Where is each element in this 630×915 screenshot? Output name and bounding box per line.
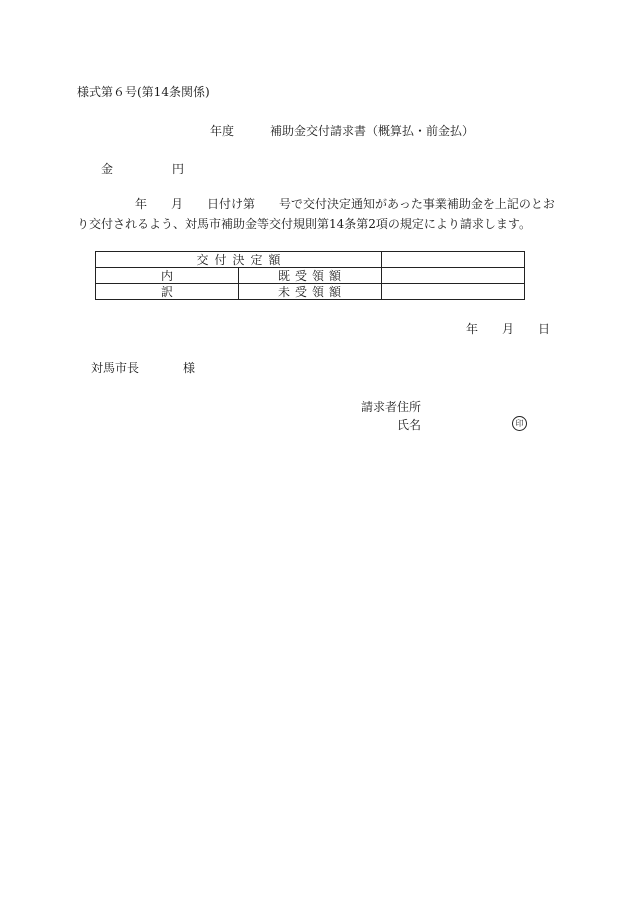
table-side-label: 訳 <box>96 284 239 300</box>
recipient-honorific: 様 <box>183 361 196 375</box>
date-line <box>466 322 550 336</box>
document-title: 補助金交付請求書（概算払・前金払） <box>270 124 475 138</box>
seal-icon: 印 <box>512 416 527 431</box>
applicant-address-label: 請求者住所 <box>361 400 422 414</box>
table-row-decision <box>96 252 525 268</box>
amount-prefix: 金 <box>101 162 114 176</box>
date-month: 月 <box>502 322 515 336</box>
body-month: 月 <box>171 197 184 211</box>
body-line1-rest: 号で交付決定通知があった事業補助金を上記のとお <box>279 197 555 211</box>
body-paragraph-line-2: り交付されるよう、対馬市補助金等交付規則第14条第2項の規定により請求します。 <box>77 217 531 231</box>
table-row-received <box>96 268 525 284</box>
table-row-unreceived <box>96 284 525 300</box>
form-number: 様式第６号(第14条関係) <box>77 85 210 99</box>
table-side-label: 内 <box>96 268 239 284</box>
body-paragraph-line-1 <box>77 197 553 211</box>
table-label: 未受領額 <box>239 284 382 300</box>
body-year: 年 <box>135 197 148 211</box>
applicant-name-label: 氏名 <box>397 418 422 432</box>
title-year-label: 年度 <box>210 124 235 138</box>
table-value <box>382 252 525 268</box>
amount-table <box>95 251 525 300</box>
table-value <box>382 284 525 300</box>
table-value <box>382 268 525 284</box>
recipient-name: 対馬市長 <box>91 361 140 375</box>
table-label: 交付決定額 <box>96 252 382 268</box>
date-year: 年 <box>466 322 479 336</box>
table-label: 既受領額 <box>239 268 382 284</box>
amount-suffix: 円 <box>172 162 185 176</box>
body-dated: 日付け第 <box>207 197 256 211</box>
date-day: 日 <box>538 322 551 336</box>
